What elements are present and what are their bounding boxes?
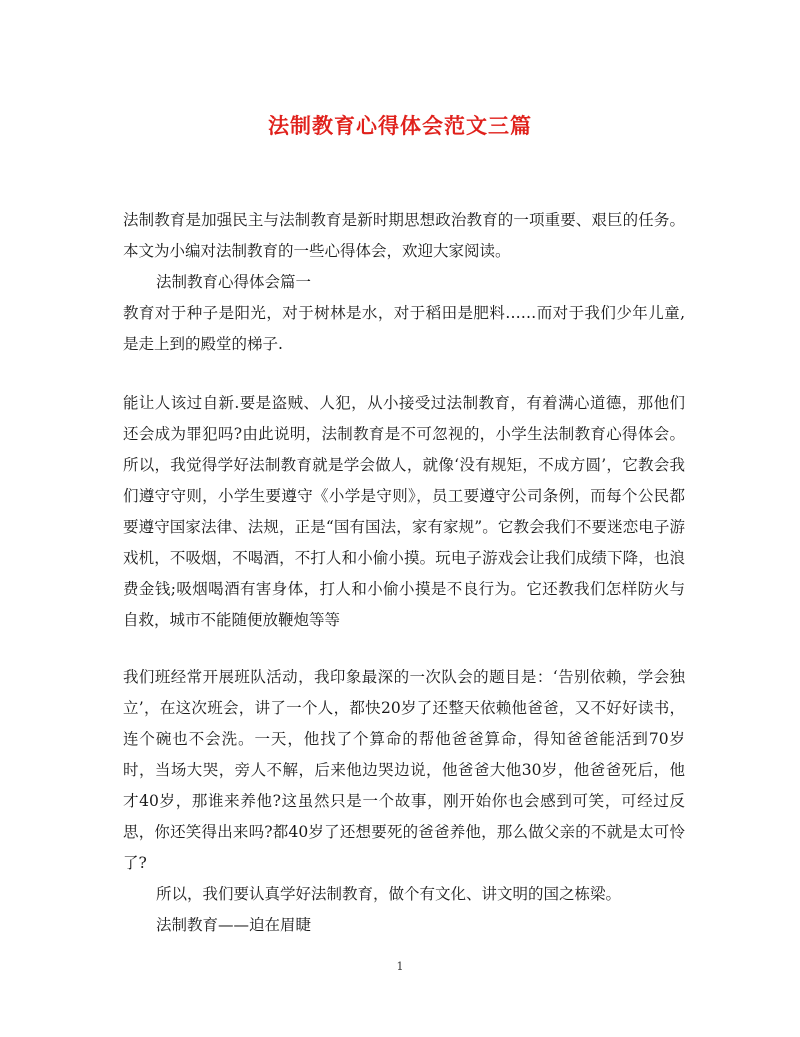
page-number: 1 xyxy=(396,960,404,973)
paragraph-2: 能让人该过自新.要是盗贼、人犯，从小接受过法制教育，有着满心道德，那他们还会成为罪犯吗?由此说明，法制教育是不可忽视的，小学生法制教育心得体会。所以，我觉得学好法制教育就是学会做人，就像‘没有规矩，不成方圆’，它教会我们遵守守则，小学生要遵守《小学是守则》，员工要遵守公司条例，而每个公民都要遵守国家法律、法规，正是“国有国法，家有家规”。它教会我们不要迷恋电子游戏机，不吸烟，不喝酒，不打人和小偷小摸。玩电子游戏会让我们成绩下降，也浪费金钱;吸烟喝酒有害身体，打人和小偷小摸是不良行为。它还教我们怎样防火与自救，城市不能随便放鞭炮等等 xyxy=(123,394,685,629)
paragraph-5: 法制教育——迫在眉睫 xyxy=(156,916,312,934)
paragraph-4: 所以，我们要认真学好法制教育，做个有文化、讲文明的国之栋梁。 xyxy=(156,885,622,903)
intro-paragraph: 法制教育是加强民主与法制教育是新时期思想政治教育的一项重要、艰巨的任务。本文为小编对法制教育的一些心得体会，欢迎大家阅读。 xyxy=(123,211,685,260)
paragraph-1: 教育对于种子是阳光，对于树林是水，对于稻田是肥料……而对于我们少年儿童,是走上到的殿堂的梯子. xyxy=(123,304,685,353)
document-body-bottom xyxy=(123,662,685,941)
document-body-top xyxy=(123,205,685,360)
document-body-middle xyxy=(123,388,685,636)
document-title: 法制教育心得体会范文三篇 xyxy=(268,113,532,138)
section-heading: 法制教育心得体会篇一 xyxy=(156,273,312,291)
paragraph-3: 我们班经常开展班队活动，我印象最深的一次队会的题目是：‘告别依赖，学会独立’，在这次班会，讲了一个人，都快20岁了还整天依赖他爸爸，又不好好读书，连个碗也不会洗。一天，他找了个算命的帮他爸爸算命，得知爸爸能活到70岁时，当场大哭，旁人不解，后来他边哭边说，他爸爸大他30岁，他爸爸死后，他才40岁，那谁来养他?这虽然只是一个故事，刚开始你也会感到可笑，可经过反思，你还笑得出来吗?都40岁了还想要死的爸爸养他，那么做父亲的不就是太可怜了? xyxy=(123,668,685,872)
